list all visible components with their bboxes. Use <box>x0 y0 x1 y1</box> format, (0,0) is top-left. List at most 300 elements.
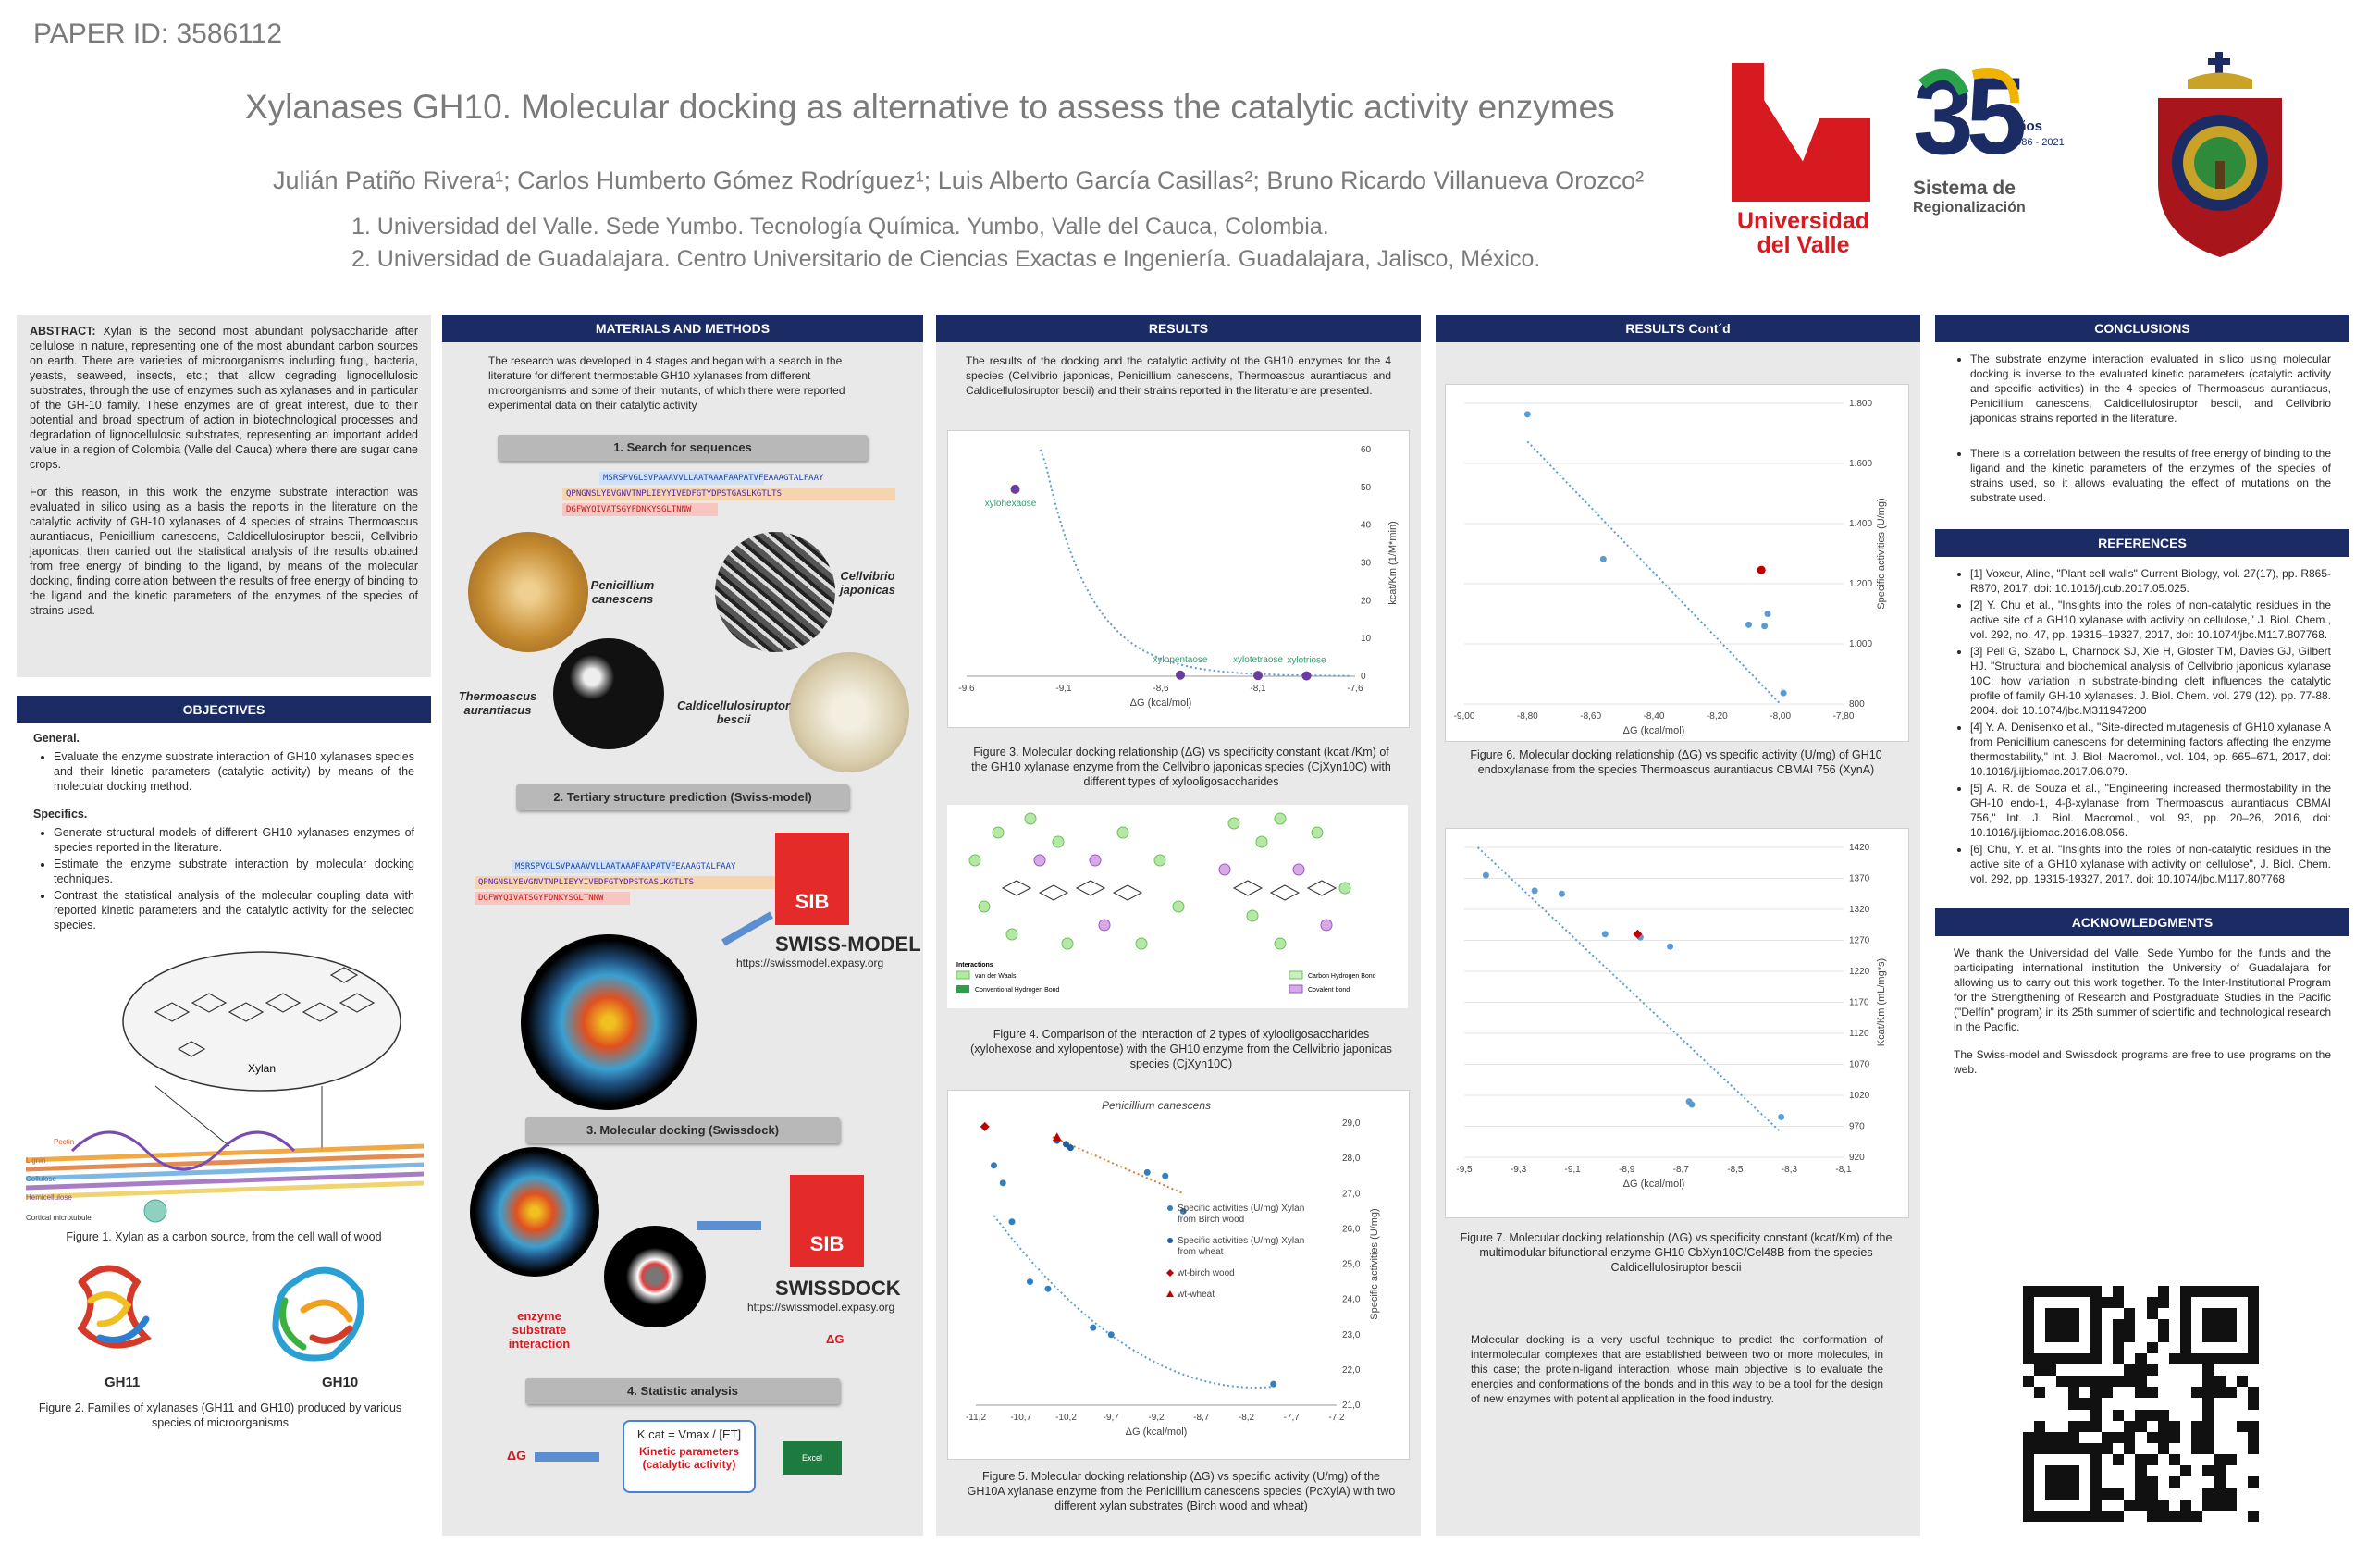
qr-module <box>2202 1297 2214 1308</box>
qr-module <box>2202 1387 2214 1398</box>
data-label: xylotriose <box>1287 655 1326 666</box>
kcat-label: Kinetic parameters (catalytic activity) <box>638 1445 740 1471</box>
data-point <box>1765 611 1771 617</box>
qr-module <box>2237 1511 2248 1522</box>
qr-module <box>2056 1410 2067 1421</box>
figure-6-chart <box>1445 384 1909 742</box>
data-label: xylotetraose <box>1233 655 1283 666</box>
qr-module <box>2124 1432 2135 1443</box>
objectives-specifics-list <box>33 825 414 932</box>
x-tick-label: -8,20 <box>1706 711 1728 722</box>
anniversary-years: 1986 - 2021 <box>2010 137 2065 148</box>
x-axis-label: ΔG (kcal/mol) <box>1129 698 1192 709</box>
qr-module <box>2045 1432 2056 1443</box>
qr-module <box>2056 1465 2067 1476</box>
qr-module <box>2214 1398 2225 1409</box>
qr-module <box>2214 1421 2225 1432</box>
data-point <box>1761 623 1768 629</box>
qr-module <box>2226 1500 2237 1511</box>
qr-module <box>2023 1364 2034 1376</box>
qr-module <box>2045 1398 2056 1409</box>
qr-module <box>2158 1364 2169 1376</box>
qr-module <box>2191 1488 2202 1500</box>
list-item: • The substrate enzyme interaction evaluated in silico using molecular docking is inverse to the evaluated kinetic parameters (catalytic activity and specific activities) in the 4 species of Thermoascus aurantiacus, Penicillium canescens, Caldicellulosiruptor bescii, and Cellvibrio japonicas strains reported in the literature. <box>1970 352 2331 426</box>
qr-module <box>2023 1421 2034 1432</box>
qr-module <box>2214 1387 2225 1398</box>
y-axis-label: Specific activities (U/mg) <box>1876 498 1887 610</box>
qr-module <box>2079 1364 2090 1376</box>
qr-module <box>2034 1410 2045 1421</box>
sequence-line-2b: QPNGNSLYEVGNVTNPLIEYYIVEDFGTYDPSTGASLKGTLTS <box>475 876 808 889</box>
qr-module <box>2124 1286 2135 1297</box>
qr-module <box>2135 1331 2146 1342</box>
qr-module <box>2147 1511 2158 1522</box>
column-conclusions <box>1935 315 2350 1090</box>
qr-module <box>2158 1488 2169 1500</box>
list-item: • There is a correlation between the results of free energy of binding to the ligand and the kinetic parameters of the enzymes of the species of strains used, so it allows evaluating the effect of mutations on the substrate used. <box>1970 446 2331 505</box>
swissmodel-arrow-icon <box>722 912 773 946</box>
qr-module <box>2079 1465 2090 1476</box>
qr-module <box>2045 1331 2056 1342</box>
qr-module <box>2226 1319 2237 1330</box>
y-tick-label: 1.000 <box>1849 639 1873 649</box>
y-tick-label: 1.400 <box>1849 519 1873 529</box>
qr-module <box>2079 1376 2090 1387</box>
data-point <box>1144 1169 1151 1176</box>
y-axis-label: Kcat/Km (mL/mg*s) <box>1876 957 1887 1047</box>
xylanase-structures <box>17 1245 431 1384</box>
qr-module <box>2068 1353 2079 1364</box>
qr-module <box>2191 1308 2202 1319</box>
qr-module <box>2102 1331 2113 1342</box>
qr-module <box>2226 1342 2237 1353</box>
y-tick-label: 26,0 <box>1342 1224 1361 1235</box>
qr-module <box>2056 1319 2067 1330</box>
qr-module <box>2191 1297 2202 1308</box>
qr-module <box>2056 1432 2067 1443</box>
qr-module <box>2056 1286 2067 1297</box>
udg-logo <box>2151 52 2289 260</box>
qr-module <box>2034 1342 2045 1353</box>
thermoascus-label: Thermoascus aurantiacus <box>458 689 537 717</box>
data-point <box>1253 671 1263 680</box>
column-results <box>936 315 1421 1536</box>
qr-module <box>2191 1421 2202 1432</box>
x-tick-label: -7,6 <box>1347 684 1363 694</box>
sequence-line-1b: MSRSPVGLSVPAAAVVLLAATAAAFAAPATVFEAAAGTALFAAY <box>512 860 676 873</box>
qr-module <box>2147 1432 2158 1443</box>
qr-module <box>2180 1432 2191 1443</box>
qr-module <box>2248 1500 2259 1511</box>
qr-module <box>2202 1353 2214 1364</box>
qr-module <box>2090 1476 2102 1488</box>
conclusions-header: CONCLUSIONS <box>1935 315 2350 342</box>
qr-module <box>2090 1308 2102 1319</box>
qr-module <box>2090 1342 2102 1353</box>
qr-module <box>2237 1387 2248 1398</box>
qr-module <box>2180 1342 2191 1353</box>
swissdock-title: SWISSDOCK <box>775 1277 901 1300</box>
qr-module <box>2147 1410 2158 1421</box>
qr-module <box>2124 1465 2135 1476</box>
y-tick-label: 1170 <box>1849 997 1869 1008</box>
qr-module <box>2202 1488 2214 1500</box>
qr-module <box>2180 1511 2191 1522</box>
enzyme-interaction-label: enzyme substrate interaction <box>508 1309 571 1351</box>
data-label: xylohexaose <box>984 498 1037 509</box>
qr-module <box>2202 1421 2214 1432</box>
qr-module <box>2102 1511 2113 1522</box>
x-tick-label: -7,7 <box>1283 1413 1300 1423</box>
qr-module <box>2045 1421 2056 1432</box>
qr-module <box>2079 1488 2090 1500</box>
qr-module <box>2124 1331 2135 1342</box>
qr-module <box>2191 1353 2202 1364</box>
qr-module <box>2237 1421 2248 1432</box>
qr-module <box>2214 1511 2225 1522</box>
qr-module <box>2248 1432 2259 1443</box>
abstract-p1: Xylan is the second most abundant polysaccharide after cellulose in nature, representing one of the most abundant carbon sources on earth. There are varieties of microorganisms including fungi, bacteria, yeasts, seaweed, insects, etc.; that allow degrading lignocellulosic substrates, through the use of enzymes such as xylanases and in particular of the GH-10 family. These enzymes are of great interest, due to their potential and broad spectrum of action in biotechnological processes and degradation of lignocellulosic substrates, representing an important added value in a region of Colombia (Valle del Cauca) where there are sugar cane crops. <box>30 325 418 471</box>
qr-module <box>2045 1443 2056 1454</box>
udg-shield-icon <box>2151 52 2289 260</box>
qr-module <box>2113 1308 2124 1319</box>
qr-module <box>2158 1465 2169 1476</box>
qr-module <box>2034 1511 2045 1522</box>
qr-module <box>2102 1353 2113 1364</box>
pectin-label: Pectin <box>54 1138 75 1146</box>
legend-marker <box>1166 1269 1174 1277</box>
qr-module <box>2158 1500 2169 1511</box>
results-header: RESULTS <box>936 315 1421 342</box>
qr-module <box>2079 1398 2090 1409</box>
qr-module <box>2248 1331 2259 1342</box>
qr-module <box>2248 1476 2259 1488</box>
legend-label: wt-wheat <box>1178 1290 1215 1300</box>
qr-module <box>2102 1488 2113 1500</box>
qr-module <box>2135 1432 2146 1443</box>
stage-4-label: 4. Statistic analysis <box>525 1378 840 1404</box>
qr-module <box>2191 1364 2202 1376</box>
qr-module <box>2226 1488 2237 1500</box>
y-tick-label: 1.200 <box>1849 579 1873 589</box>
y-tick-label: 970 <box>1849 1121 1865 1132</box>
qr-module <box>2090 1364 2102 1376</box>
qr-module <box>2135 1376 2146 1387</box>
qr-module <box>2045 1500 2056 1511</box>
qr-module <box>2226 1364 2237 1376</box>
qr-module <box>2124 1376 2135 1387</box>
qr-module <box>2034 1454 2045 1465</box>
data-point <box>1781 690 1787 697</box>
qr-module <box>2226 1286 2237 1297</box>
qr-module <box>2158 1511 2169 1522</box>
qr-module <box>2214 1331 2225 1342</box>
qr-module <box>2180 1376 2191 1387</box>
qr-module <box>2056 1353 2067 1364</box>
qr-module <box>2124 1398 2135 1409</box>
qr-module <box>2023 1319 2034 1330</box>
qr-module <box>2113 1319 2124 1330</box>
data-point <box>1011 485 1020 494</box>
qr-module <box>2180 1500 2191 1511</box>
qr-module <box>2090 1443 2102 1454</box>
qr-module <box>2034 1443 2045 1454</box>
y-tick-label: 1320 <box>1849 905 1870 915</box>
qr-module <box>2248 1387 2259 1398</box>
qr-module <box>2158 1432 2169 1443</box>
y-tick-label: 29,0 <box>1342 1118 1361 1129</box>
x-axis-label: ΔG (kcal/mol) <box>1622 725 1685 736</box>
qr-module <box>2034 1308 2045 1319</box>
qr-module <box>2068 1286 2079 1297</box>
y-tick-label: 1120 <box>1849 1029 1869 1039</box>
qr-module <box>2124 1421 2135 1432</box>
delta-g-label-2: ΔG <box>507 1448 526 1463</box>
data-point <box>1009 1218 1016 1225</box>
qr-module <box>2191 1376 2202 1387</box>
qr-module <box>2147 1331 2158 1342</box>
qr-module <box>2068 1387 2079 1398</box>
fig4-legend-a: van der Waals <box>975 973 1017 980</box>
x-tick-label: -11,2 <box>965 1413 987 1423</box>
y-tick-label: 20 <box>1361 596 1372 607</box>
kcat-box <box>623 1420 756 1493</box>
qr-module <box>2090 1353 2102 1364</box>
qr-module <box>2202 1454 2214 1465</box>
qr-module <box>2202 1308 2214 1319</box>
qr-module <box>2124 1387 2135 1398</box>
data-point <box>1532 887 1538 894</box>
qr-module <box>2191 1454 2202 1465</box>
qr-module <box>2214 1476 2225 1488</box>
qr-module <box>2180 1398 2191 1409</box>
qr-module <box>2237 1500 2248 1511</box>
qr-module <box>2158 1331 2169 1342</box>
gh10-label: GH10 <box>322 1375 359 1390</box>
swissdock-url: https://swissmodel.expasy.org <box>747 1301 895 1314</box>
qr-module <box>2034 1297 2045 1308</box>
legend-label: from wheat <box>1178 1247 1224 1257</box>
y-axis-label: Specific activities (U/mg) <box>1369 1208 1380 1320</box>
qr-module <box>2045 1387 2056 1398</box>
sequence-block-1 <box>562 472 895 516</box>
qr-module <box>2191 1465 2202 1476</box>
caldicellulosiruptor-image <box>789 652 909 772</box>
qr-module <box>2180 1286 2191 1297</box>
ligand-image <box>604 1226 706 1327</box>
x-tick-label: -8,2 <box>1238 1413 1255 1423</box>
list-item: • [1] Voxeur, Aline, "Plant cell walls" Current Biology, vol. 27(17), pp. R865-R870, 2017, doi: 10.1016/j.cub.2017.05.025. <box>1970 566 2331 596</box>
qr-module <box>2079 1342 2090 1353</box>
legend-label: wt-birch wood <box>1178 1268 1235 1278</box>
qr-module <box>2226 1376 2237 1387</box>
qr-module <box>2226 1421 2237 1432</box>
qr-module <box>2169 1342 2180 1353</box>
qr-module <box>2023 1331 2034 1342</box>
qr-module <box>2180 1465 2191 1476</box>
qr-module <box>2023 1342 2034 1353</box>
qr-module <box>2045 1410 2056 1421</box>
data-point <box>980 1122 990 1131</box>
data-point <box>1045 1286 1052 1292</box>
qr-module <box>2202 1410 2214 1421</box>
fig4-legend-title: Interactions <box>956 962 993 969</box>
x-tick-label: -8,6 <box>1153 684 1169 694</box>
univalle-name-1: Universidad <box>1736 208 1870 234</box>
qr-module <box>2158 1319 2169 1330</box>
thermoascus-image <box>553 638 664 749</box>
anniversary-anos: años <box>2010 118 2043 134</box>
data-point <box>1302 672 1312 681</box>
qr-code[interactable] <box>2023 1286 2259 1522</box>
qr-module <box>2124 1488 2135 1500</box>
data-point <box>1524 411 1531 417</box>
fig4-legend-d: Covalent bond <box>1308 987 1350 994</box>
qr-module <box>2068 1488 2079 1500</box>
qr-module <box>2135 1421 2146 1432</box>
y-tick-label: 0 <box>1361 672 1366 682</box>
qr-module <box>2226 1387 2237 1398</box>
qr-module <box>2045 1511 2056 1522</box>
column-abstract-objectives <box>17 315 431 1430</box>
qr-module <box>2158 1443 2169 1454</box>
qr-module <box>2147 1353 2158 1364</box>
qr-module <box>2068 1500 2079 1511</box>
data-point <box>1483 872 1489 879</box>
data-point <box>1108 1331 1115 1338</box>
data-point <box>1600 556 1607 562</box>
qr-module <box>2056 1488 2067 1500</box>
column-results-contd <box>1436 315 1920 1536</box>
fig7-svg <box>1446 829 1908 1217</box>
acknowledgments-p1: We thank the Universidad del Valle, Sede Yumbo for the funds and the participating international institution the University of Guadalajara for allowing us to carry out this work together. To the Inter-Institutional Program for the Strengthening of Research and Postgraduate Studies in the Pacific ("Delfín" program) in its 25th summer of scientific and technological research in the Pacific. <box>1954 946 2331 1033</box>
references-header: REFERENCES <box>1935 529 2350 557</box>
fig3-svg <box>948 431 1409 727</box>
qr-module <box>2023 1376 2034 1387</box>
figure-5-caption: Figure 5. Molecular docking relationship (ΔG) vs specific activity (U/mg) of the GH10A xylanase enzyme from the Penicillium canescens species (PcXylA) with two different xylan substrates (Birch wood and wheat) <box>967 1470 1396 1512</box>
stage-2-label: 2. Tertiary structure prediction (Swiss-model) <box>516 784 849 810</box>
cellvibrio-image <box>715 532 835 652</box>
qr-module <box>2237 1331 2248 1342</box>
fig4-legend-c: Carbon Hydrogen Bond <box>1308 973 1376 980</box>
data-point <box>1090 1325 1096 1331</box>
qr-module <box>2034 1465 2045 1476</box>
qr-module <box>2169 1500 2180 1511</box>
figure-4-caption: Figure 4. Comparison of the interaction of 2 types of xylooligosaccharides (xylohexose and xylopentose) with the GH10 enzyme from the Cellvibrio japonicas species (CjXyn10C) <box>970 1028 1392 1070</box>
qr-module <box>2056 1342 2067 1353</box>
qr-module <box>2023 1511 2034 1522</box>
qr-module <box>2147 1443 2158 1454</box>
qr-module <box>2169 1454 2180 1465</box>
qr-module <box>2045 1308 2056 1319</box>
qr-module <box>2180 1488 2191 1500</box>
qr-module <box>2079 1500 2090 1511</box>
qr-module <box>2248 1443 2259 1454</box>
qr-module <box>2237 1465 2248 1476</box>
qr-module <box>2113 1454 2124 1465</box>
x-tick-label: -10,7 <box>1010 1413 1032 1423</box>
figure-7-chart <box>1445 828 1909 1218</box>
qr-module <box>2045 1476 2056 1488</box>
qr-module <box>2045 1297 2056 1308</box>
trend-line <box>1527 441 1780 704</box>
results-contd-header: RESULTS Cont´d <box>1436 315 1920 342</box>
qr-module <box>2023 1465 2034 1476</box>
qr-module <box>2023 1443 2034 1454</box>
qr-module <box>2056 1511 2067 1522</box>
qr-module <box>2079 1286 2090 1297</box>
qr-module <box>2169 1488 2180 1500</box>
qr-module <box>2226 1432 2237 1443</box>
figure-2 <box>17 1245 431 1430</box>
qr-module <box>2248 1319 2259 1330</box>
hemicellulose-label: Hemicellulose <box>26 1193 72 1202</box>
x-tick-label: -8,40 <box>1643 711 1665 722</box>
qr-module <box>2147 1500 2158 1511</box>
list-item: • [2] Y. Chu et al., "Insights into the roles of non-catalytic residues in the active site of a GH10 xylanase with activity on cellulose," J. Biol. Chem., vol. 292, no. 47, pp. 19315–19327, 2017, doi: 10.1074/jbc.M117.807768. <box>1970 598 2331 642</box>
data-point <box>1758 566 1766 574</box>
y-tick-label: 60 <box>1361 445 1372 455</box>
qr-module <box>2023 1286 2034 1297</box>
data-label: xylopentaose <box>1153 654 1208 665</box>
qr-module <box>2113 1331 2124 1342</box>
qr-module <box>2113 1353 2124 1364</box>
qr-module <box>2180 1410 2191 1421</box>
qr-module <box>2135 1297 2146 1308</box>
xylan-label: Xylan <box>247 1062 277 1075</box>
swissmodel-url: https://swissmodel.expasy.org <box>736 957 884 969</box>
qr-module <box>2034 1398 2045 1409</box>
qr-module <box>2248 1421 2259 1432</box>
affiliation-2: 2. Universidad de Guadalajara. Centro Universitario de Ciencias Exactas e Ingeniería. Guadalajara, Jalisco, México. <box>352 246 1541 272</box>
abstract-lead: ABSTRACT: <box>30 325 96 338</box>
qr-module <box>2248 1488 2259 1500</box>
x-tick-label: -9,6 <box>958 684 975 694</box>
qr-module <box>2169 1432 2180 1443</box>
figure-1 <box>17 947 431 1253</box>
qr-module <box>2248 1308 2259 1319</box>
qr-module <box>2147 1421 2158 1432</box>
references-list <box>1935 557 2350 886</box>
fig6-svg <box>1446 385 1908 741</box>
qr-module <box>2202 1465 2214 1476</box>
qr-module <box>2147 1387 2158 1398</box>
qr-module <box>2090 1376 2102 1387</box>
figure-3-chart <box>947 430 1410 728</box>
qr-module <box>2034 1488 2045 1500</box>
qr-module <box>2124 1443 2135 1454</box>
qr-module <box>2023 1454 2034 1465</box>
qr-module <box>2202 1319 2214 1330</box>
x-tick-label: -8,5 <box>1727 1165 1744 1175</box>
qr-module <box>2135 1465 2146 1476</box>
univalle-name-2: del Valle <box>1757 232 1850 258</box>
x-tick-label: -8,3 <box>1781 1165 1798 1175</box>
qr-module <box>2214 1364 2225 1376</box>
qr-module <box>2113 1432 2124 1443</box>
objectives-body <box>17 723 431 942</box>
y-tick-label: 1.600 <box>1849 459 1873 469</box>
qr-module <box>2113 1286 2124 1297</box>
qr-module <box>2124 1364 2135 1376</box>
x-tick-label: -9,1 <box>1055 684 1072 694</box>
x-tick-label: -9,3 <box>1510 1165 1527 1175</box>
qr-module <box>2237 1297 2248 1308</box>
qr-module <box>2135 1398 2146 1409</box>
qr-module <box>2180 1387 2191 1398</box>
methods-header: MATERIALS AND METHODS <box>442 315 923 342</box>
x-tick-label: -8,1 <box>1835 1165 1852 1175</box>
